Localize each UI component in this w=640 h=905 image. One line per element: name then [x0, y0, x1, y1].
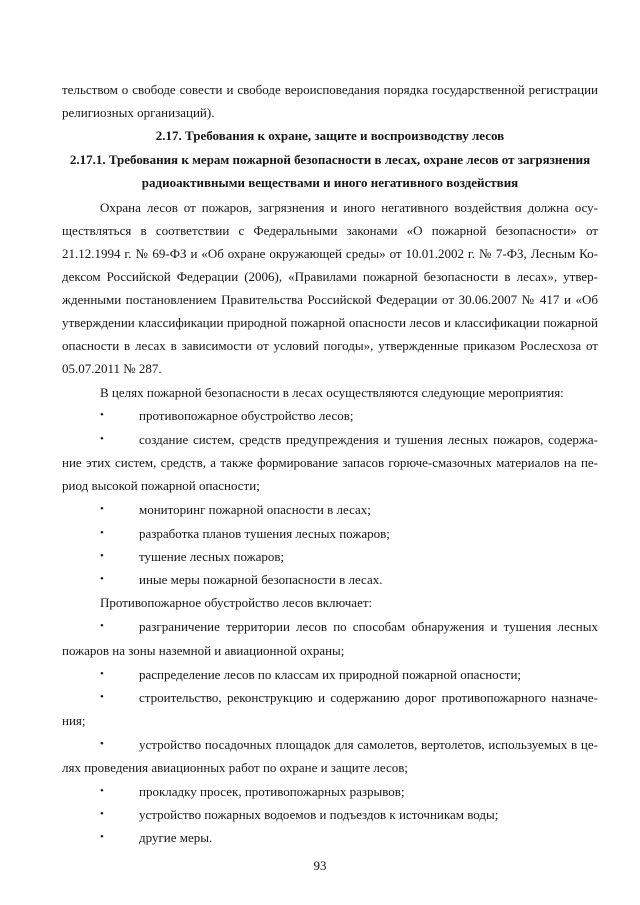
list1-item-3-text: мониторинг пожарной опасности в лесах; [139, 502, 371, 517]
list2-item-6-text: устройство пожарных водоемов и подъездов к источникам воды; [139, 807, 499, 822]
section-heading: 2.17. Требования к охране, защите и воспроизводству лесов [155, 128, 505, 143]
list1-item-1-text: противопожарное обустройство лесов; [139, 408, 354, 423]
bullet-icon: • [100, 691, 104, 703]
bullet-icon: • [100, 668, 104, 680]
para1-line-3: 21.12.1994 г. № 69-ФЗ и «Об охране окружающей среды» от 10.01.2002 г. № 7-ФЗ, Лесным Ко- [62, 246, 598, 261]
bullet-icon: • [100, 785, 104, 797]
list1-item-3 [62, 498, 598, 521]
bullet-icon: • [100, 527, 104, 539]
list2-item-3-text: строительство, реконструкцию и содержанию дорог противопожарного назначе- [139, 690, 598, 705]
top-line-1: тельством о свободе совести и свободе вероисповедания порядка государственной регистрации [62, 82, 598, 97]
bullet-icon: • [100, 503, 104, 515]
para1-line-4: дексом Российской Федерации (2006), «Правилами пожарной безопасности в лесах», утвер- [62, 269, 598, 284]
list2-item-4-text: устройство посадочных площадок для самолетов, вертолетов, используемых в це- [139, 737, 598, 752]
bullet-icon: • [100, 620, 104, 632]
top-line-2: религиозных организаций). [62, 105, 215, 120]
para3-intro: Противопожарное обустройство лесов включает: [100, 595, 373, 610]
list1-item-2-line-2: ние этих систем, средств, а также формирование запасов горюче-смазочных материалов на пе- [62, 455, 598, 470]
para2-intro: В целях пожарной безопасности в лесах осуществляются следующие мероприятия: [100, 385, 564, 400]
list1-item-2 [62, 428, 598, 451]
list2-item-3 [62, 686, 598, 709]
subsection-heading-line-1: 2.17.1. Требования к мерам пожарной безопасности в лесах, охране лесов от загрязнения [69, 152, 591, 167]
bullet-icon: • [100, 550, 104, 562]
bullet-icon: • [100, 738, 104, 750]
list2-item-1-line-2: пожаров на зоны наземной и авиационной охраны; [62, 643, 345, 658]
list2-item-1-text: разграничение территории лесов по способам обнаружения и тушения лесных [139, 619, 598, 634]
list1-item-4-text: разработка планов тушения лесных пожаров; [139, 526, 390, 541]
para1-line-8: 05.07.2011 № 287. [62, 361, 162, 376]
list2-item-2-text: распределение лесов по классам их природной пожарной опасности; [139, 667, 522, 682]
bullet-icon: • [100, 573, 104, 585]
list2-item-2 [62, 663, 598, 686]
list2-item-5 [62, 780, 598, 803]
list2-item-4-line-2: лях проведения авиационных работ по охране и защите лесов; [62, 760, 408, 775]
page-number: 93 [313, 858, 327, 873]
list1-item-1 [62, 404, 598, 427]
list2-item-7-text: другие меры. [139, 830, 213, 845]
list1-item-2-text: создание систем, средств предупреждения и тушения лесных пожаров, содержа- [139, 432, 598, 447]
list1-item-5 [62, 545, 598, 568]
list2-item-7 [62, 826, 598, 849]
list2-item-5-text: прокладку просек, противопожарных разрывов; [139, 784, 405, 799]
list2-item-4 [62, 733, 598, 756]
list1-item-5-text: тушение лесных пожаров; [139, 549, 285, 564]
list2-item-3-line-2: ния; [62, 713, 86, 728]
para1-line-1: Охрана лесов от пожаров, загрязнения и иного негативного воздействия должна осу- [100, 200, 598, 215]
bullet-icon: • [100, 808, 104, 820]
para1-line-6: утверждении классификации природной пожарной опасности лесов и классификации пожарной [62, 315, 598, 330]
list1-item-6 [62, 568, 598, 591]
bullet-icon: • [100, 409, 104, 421]
para1-line-5: жденными постановлением Правительства Российской Федерации от 30.06.2007 № 417 и «Об [62, 292, 598, 307]
list2-item-6 [62, 803, 598, 826]
list1-item-2-line-3: риод высокой пожарной опасности; [62, 478, 260, 493]
para1-line-2: ществляться в соответствии с Федеральными законами «О пожарной безопасности» от [62, 223, 598, 238]
list1-item-4 [62, 522, 598, 545]
para1-line-7: опасности в лесах в зависимости от условий погоды», утвержденные приказом Рослесхоза от [62, 338, 598, 353]
list1-item-6-text: иные меры пожарной безопасности в лесах. [139, 572, 383, 587]
list2-item-1 [62, 615, 598, 638]
bullet-icon: • [100, 831, 104, 843]
bullet-icon: • [100, 433, 104, 445]
subsection-heading-line-2: радиоактивными веществами и иного негативного воздействия [141, 175, 519, 190]
